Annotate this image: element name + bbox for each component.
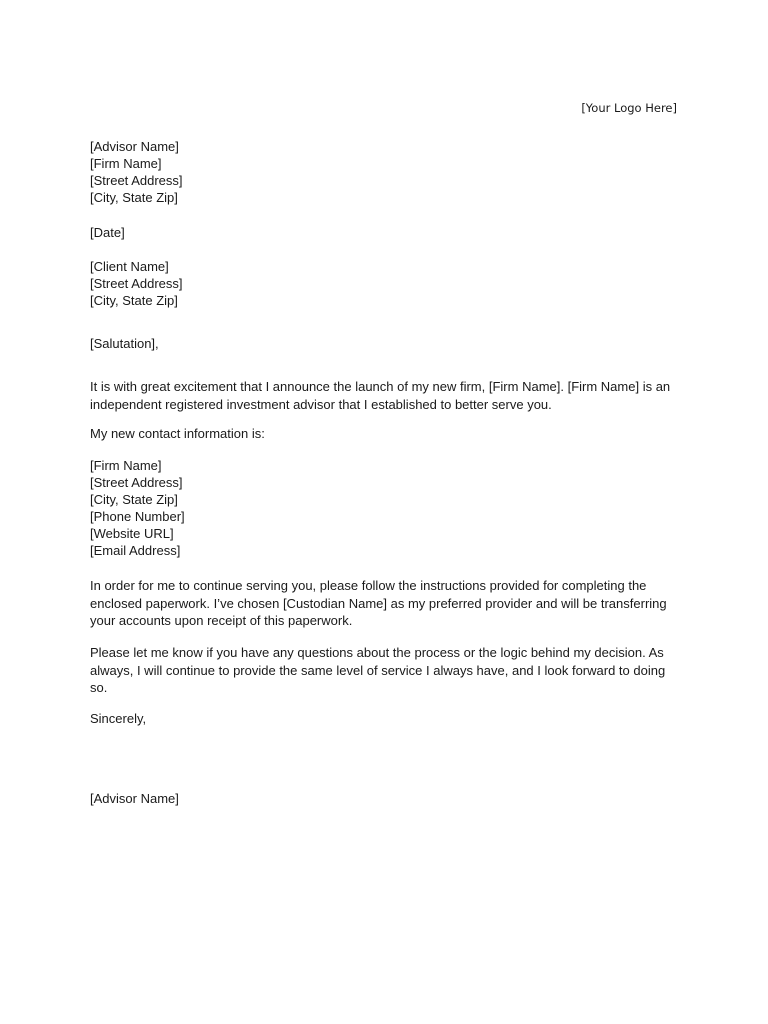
contact-firm: [Firm Name] [90,458,162,473]
recipient-name: [Client Name] [90,259,169,274]
sender-firm: [Firm Name] [90,156,162,171]
recipient-street: [Street Address] [90,276,183,291]
letter-date [90,224,688,241]
contact-phone: [Phone Number] [90,509,185,524]
logo-placeholder: [Your Logo Here] [581,101,677,115]
salutation [90,335,688,352]
recipient-address-block [90,258,688,309]
contact-street: [Street Address] [90,475,183,490]
contact-intro-text: My new contact information is: [90,426,265,441]
sender-street: [Street Address] [90,173,183,188]
contact-email: [Email Address] [90,543,181,558]
contact-info-block [90,457,688,559]
date-text: [Date] [90,225,125,240]
closing [90,710,688,727]
signature-block [90,790,688,807]
signature-name: [Advisor Name] [90,791,179,806]
sender-address-block [90,138,688,206]
sender-name: [Advisor Name] [90,139,179,154]
instructions-paragraph: In order for me to continue serving you, please follow the instructions provided for completing the enclosed paperwork. I’ve chosen [Custodian Name] as my preferred provider and will be transferring your accounts upon receipt of this paperwork. [90,578,667,628]
intro-paragraph: It is with great excitement that I announce the launch of my new firm, [Firm Name]. [Firm Name] is an independent registered investment advisor that I established to better serve you. [90,379,671,412]
contact-website: [Website URL] [90,526,174,541]
contact-intro [90,425,688,442]
questions-paragraph: Please let me know if you have any questions about the process or the logic behind my decision. As always, I will continue to provide the same level of service I always have, and I look forward to doing so. [90,645,666,695]
sender-city: [City, State Zip] [90,190,178,205]
recipient-city: [City, State Zip] [90,293,178,308]
contact-city: [City, State Zip] [90,492,178,507]
salutation-text: [Salutation], [90,336,159,351]
closing-text: Sincerely, [90,711,147,726]
